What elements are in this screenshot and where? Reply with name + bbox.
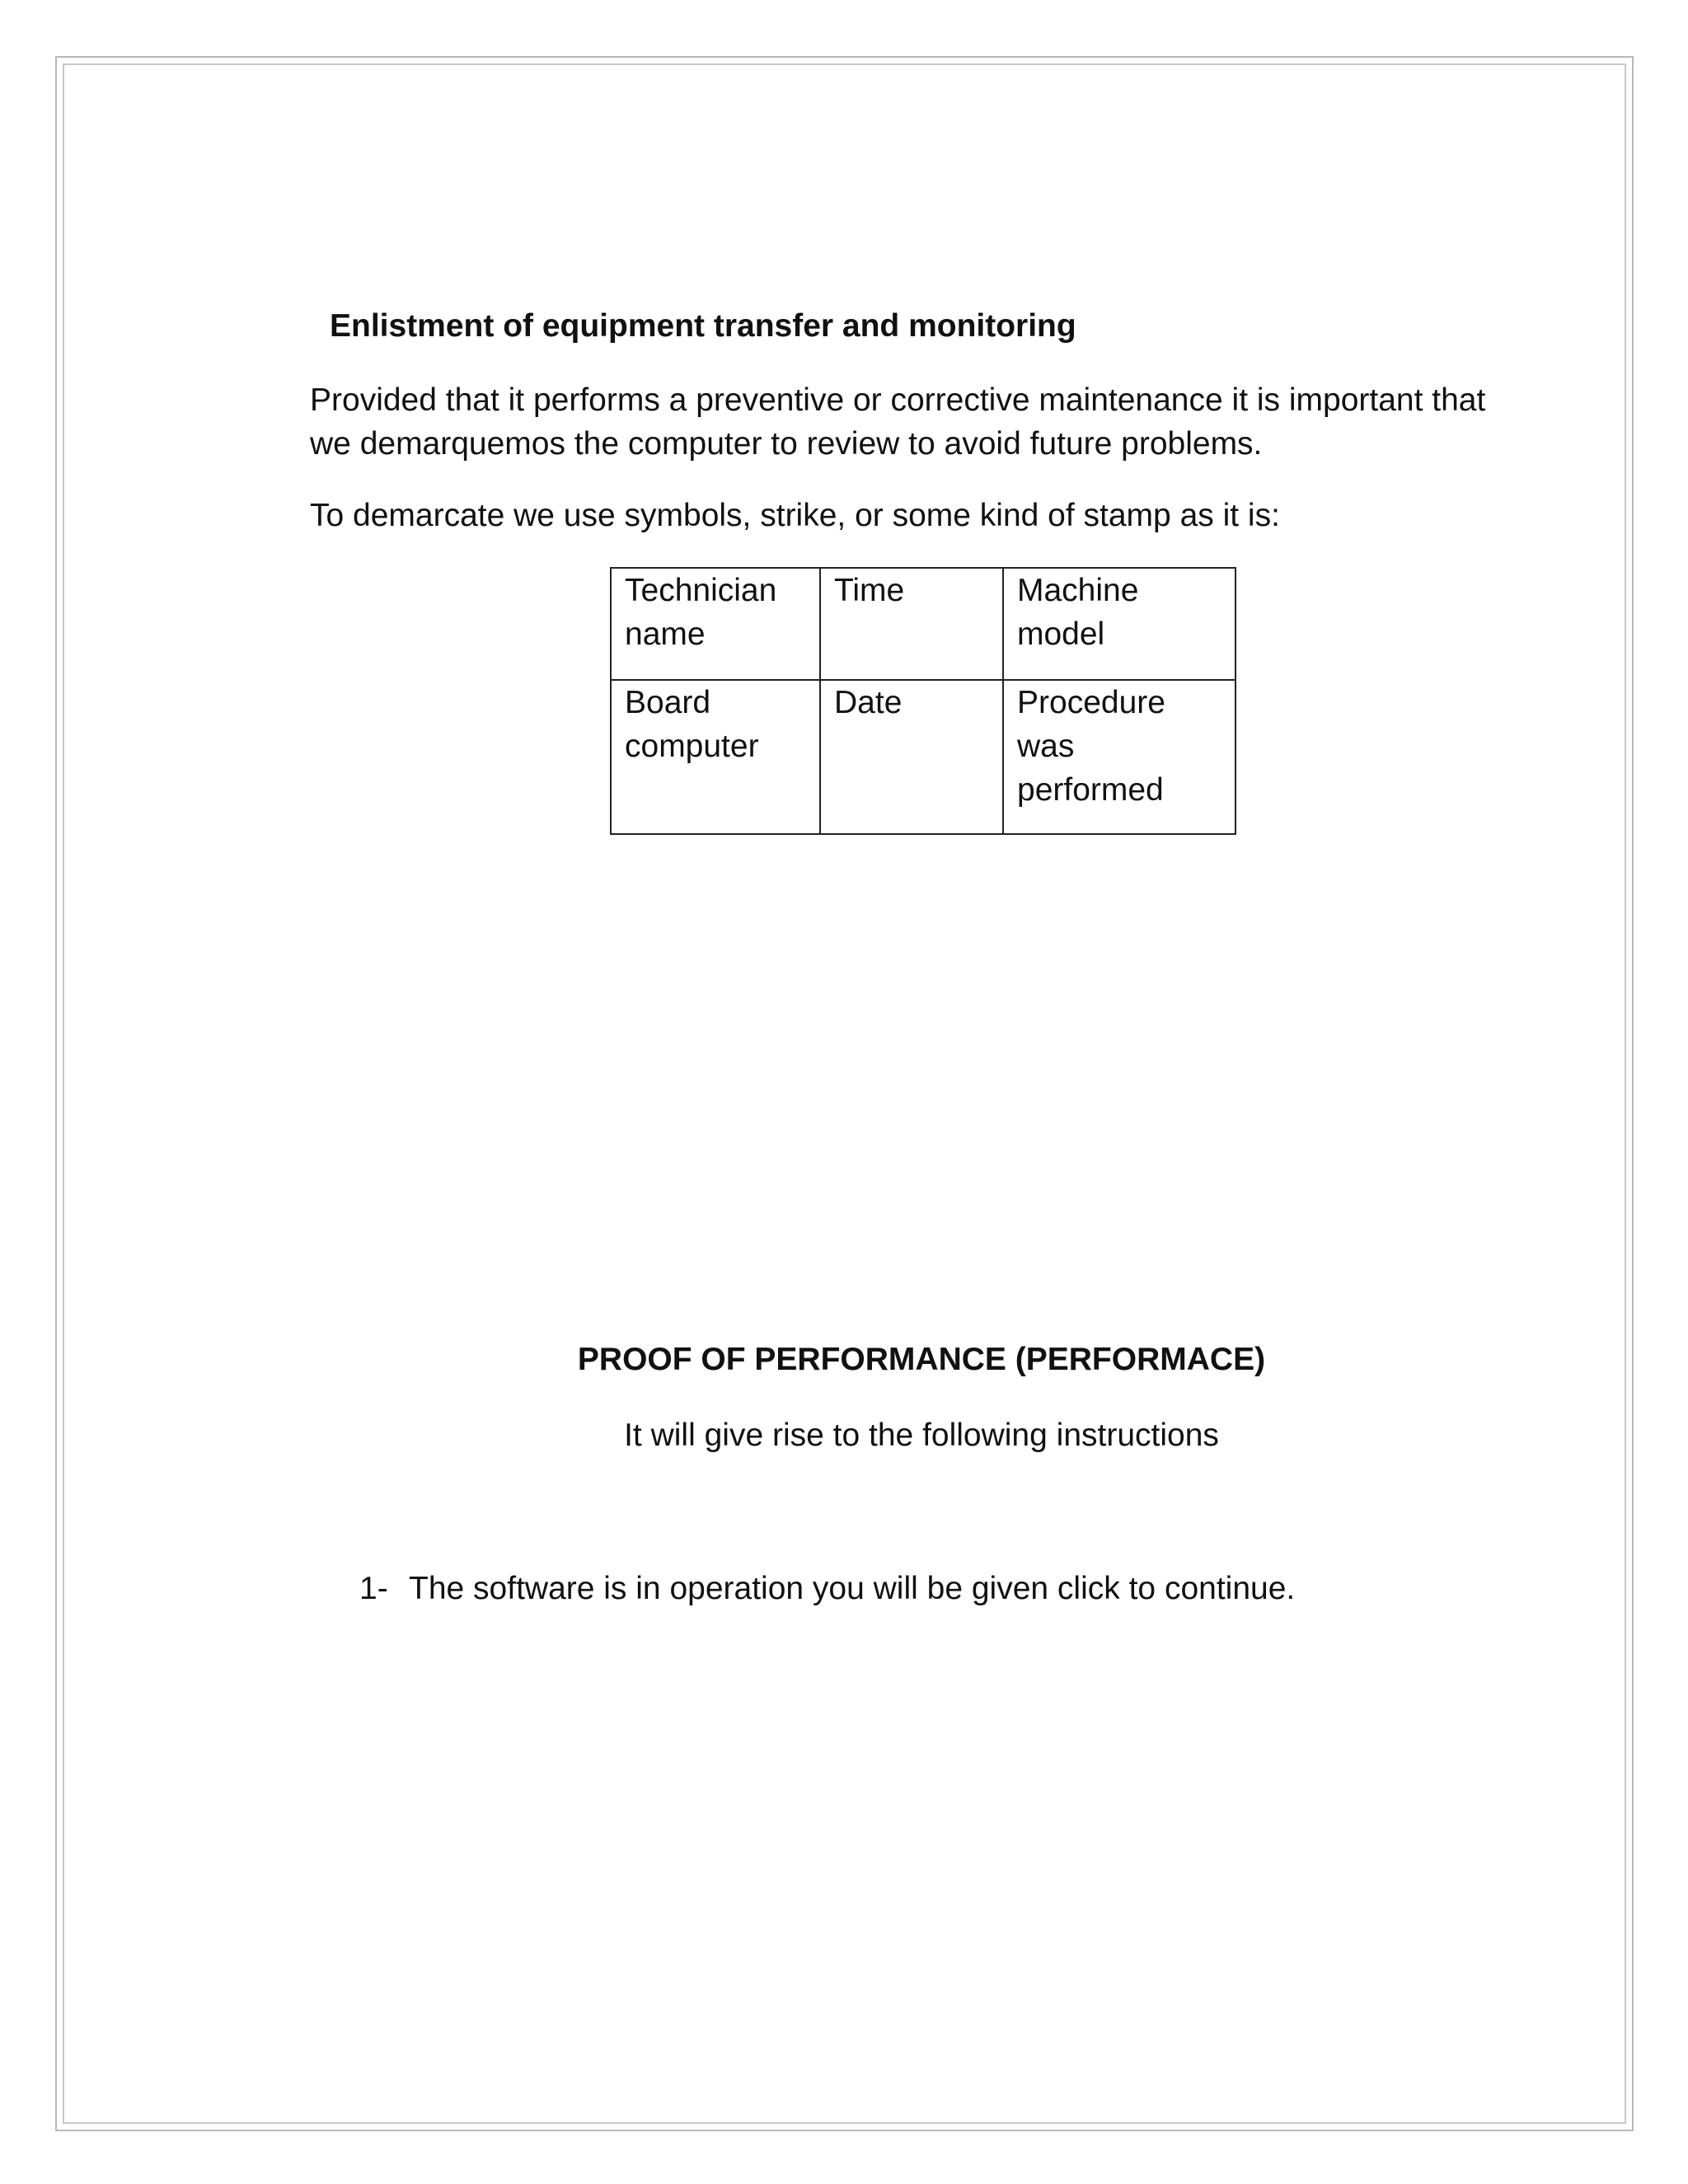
document-heading: Enlistment of equipment transfer and monitoring	[330, 308, 1076, 344]
table-cell: Technician name	[611, 568, 820, 680]
section-title: PROOF OF PERFORMANCE (PERFORMACE)	[577, 1342, 1266, 1377]
demarcate-paragraph: To demarcate we use symbols, strike, or some kind of stamp as it is:	[310, 498, 1280, 533]
stamp-table	[610, 567, 1236, 835]
list-item-text: The software is in operation you will be given click to continue.	[409, 1571, 1296, 1606]
table-cell: Procedure was performed	[1003, 680, 1236, 834]
intro-paragraph-line-1: Provided that it performs a preventive or corrective maintenance it is important that	[310, 382, 1486, 418]
table-cell: Time	[820, 568, 1003, 680]
table-cell: Date	[820, 680, 1003, 834]
section-subtitle: It will give rise to the following instructions	[624, 1418, 1219, 1453]
table-row	[611, 680, 1236, 834]
table-cell: Board computer	[611, 680, 820, 834]
intro-paragraph	[310, 378, 1485, 466]
intro-paragraph-line-2: we demarquemos the computer to review to avoid future problems.	[310, 426, 1263, 462]
page-border-inner	[63, 63, 1626, 2124]
list-item-number: 1-	[359, 1571, 388, 1606]
table-row	[611, 568, 1236, 680]
list-item	[359, 1571, 1295, 1607]
table-cell: Machine model	[1003, 568, 1236, 680]
